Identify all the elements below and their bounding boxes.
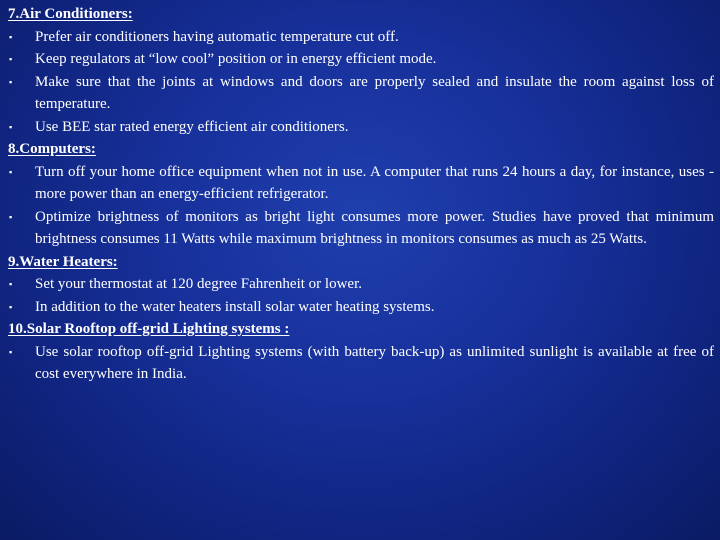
list-item-text: Optimize brightness of monitors as bright light consumes more power. Studies have proved that minimum brightness consumes 11 Watts while maximum brightness in monitors consumes as much as 25 Watts. bbox=[35, 208, 714, 247]
list-item bbox=[8, 116, 714, 139]
list-item-text: Turn off your home office equipment when not in use. A computer that runs 24 hours a day, for instance, uses - more power than an energy-efficient refrigerator. bbox=[35, 163, 714, 202]
list-item bbox=[8, 341, 714, 386]
list-item-text: Keep regulators at “low cool” position or in energy efficient mode. bbox=[35, 51, 437, 67]
bullet-icon: ▪ bbox=[9, 211, 13, 222]
bullet-icon: ▪ bbox=[9, 346, 13, 357]
list-item bbox=[8, 71, 714, 116]
list-item bbox=[8, 26, 714, 49]
list-item bbox=[8, 206, 714, 251]
section-heading-air-conditioners: 7.Air Conditioners: bbox=[8, 6, 133, 22]
list-item bbox=[8, 273, 714, 296]
bullet-icon: ▪ bbox=[9, 301, 13, 312]
list-item-text: Use BEE star rated energy efficient air conditioners. bbox=[35, 118, 349, 135]
list-item-text: Set your thermostat at 120 degree Fahrenheit or lower. bbox=[35, 276, 362, 292]
list-item-text: Prefer air conditioners having automatic temperature cut off. bbox=[35, 28, 399, 45]
bullet-icon: ▪ bbox=[9, 166, 13, 177]
list-item bbox=[8, 48, 714, 71]
section-heading-water-heaters: 9.Water Heaters: bbox=[8, 253, 118, 270]
list-item-text: In addition to the water heaters install solar water heating systems. bbox=[35, 298, 435, 315]
bullet-icon: ▪ bbox=[9, 54, 13, 64]
list-item-text: Make sure that the joints at windows and doors are properly sealed and insulate the room against loss of temperature. bbox=[35, 73, 714, 112]
list-item bbox=[8, 296, 714, 319]
bullet-icon: ▪ bbox=[9, 279, 13, 289]
bullet-icon: ▪ bbox=[9, 31, 13, 42]
bullet-icon: ▪ bbox=[9, 121, 13, 132]
section-heading-solar-rooftop: 10.Solar Rooftop off-grid Lighting systems : bbox=[8, 321, 290, 337]
bullet-icon: ▪ bbox=[9, 76, 13, 87]
section-heading-computers: 8.Computers: bbox=[8, 141, 96, 157]
list-item-text: Use solar rooftop off-grid Lighting systems (with battery back-up) as unlimited sunlight is available at free of cost everywhere in India. bbox=[35, 343, 714, 382]
slide-content bbox=[8, 3, 714, 386]
list-item bbox=[8, 161, 714, 206]
